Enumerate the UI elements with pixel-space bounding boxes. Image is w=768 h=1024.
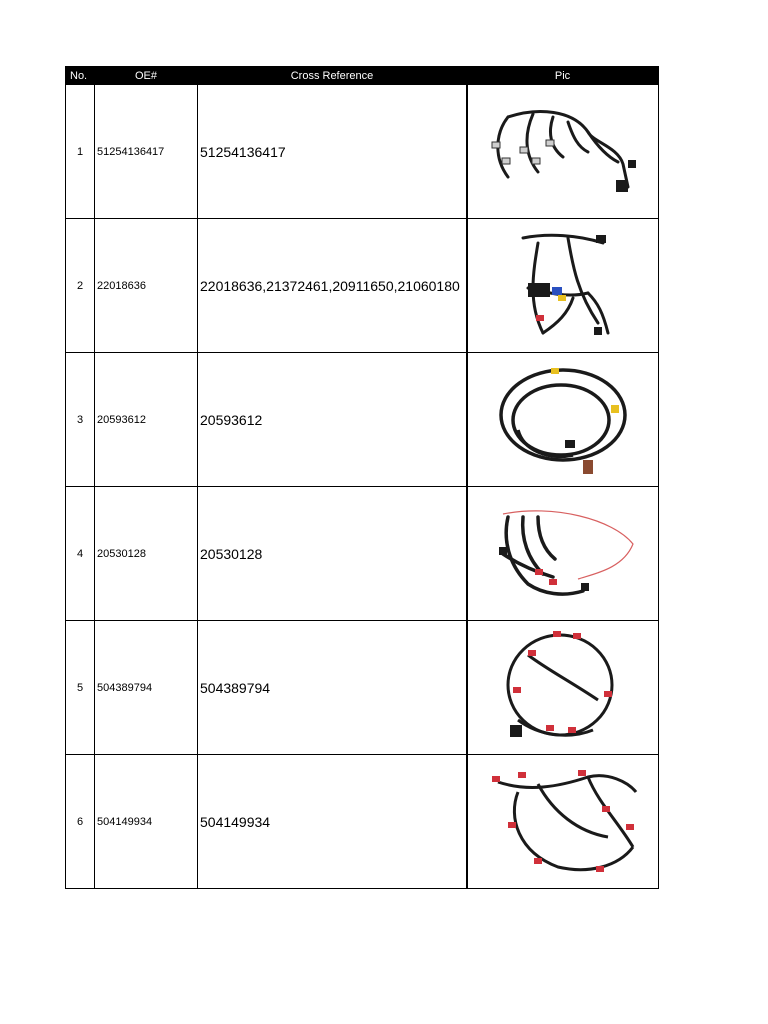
row-pic [467,219,659,353]
row-no: 3 [66,353,95,487]
row-oe-number: 504389794 [95,621,198,755]
row-pic [467,487,659,621]
header-pic: Pic [467,67,659,85]
row-cross-reference: 504389794 [198,621,467,755]
table-row [66,353,659,487]
row-no: 1 [66,85,95,219]
row-cross-reference: 20593612 [198,353,467,487]
table-row [66,487,659,621]
row-oe-number: 504149934 [95,755,198,889]
row-pic [467,755,659,889]
row-cross-reference: 504149934 [198,755,467,889]
wiring-harness-image [478,102,648,202]
wiring-harness-image [483,499,643,609]
row-no: 6 [66,755,95,889]
parts-sheet [65,66,658,889]
wiring-harness-image [493,360,633,480]
row-cross-reference: 20530128 [198,487,467,621]
row-oe-number: 20593612 [95,353,198,487]
wiring-harness-image [508,223,618,348]
table-header-row [66,67,659,85]
table-row [66,621,659,755]
row-cross-reference: 51254136417 [198,85,467,219]
row-pic [467,621,659,755]
table-row [66,85,659,219]
header-no: No. [66,67,95,85]
row-no: 4 [66,487,95,621]
row-pic [467,85,659,219]
row-no: 5 [66,621,95,755]
table-row [66,755,659,889]
row-oe-number: 20530128 [95,487,198,621]
header-cross-reference: Cross Reference [198,67,467,85]
table-row [66,219,659,353]
row-pic [467,353,659,487]
row-oe-number: 22018636 [95,219,198,353]
row-no: 2 [66,219,95,353]
header-oe: OE# [95,67,198,85]
parts-table [65,66,659,889]
row-cross-reference: 22018636,21372461,20911650,21060180 [198,219,467,353]
wiring-harness-image [478,762,648,882]
wiring-harness-image [498,625,628,750]
row-oe-number: 51254136417 [95,85,198,219]
